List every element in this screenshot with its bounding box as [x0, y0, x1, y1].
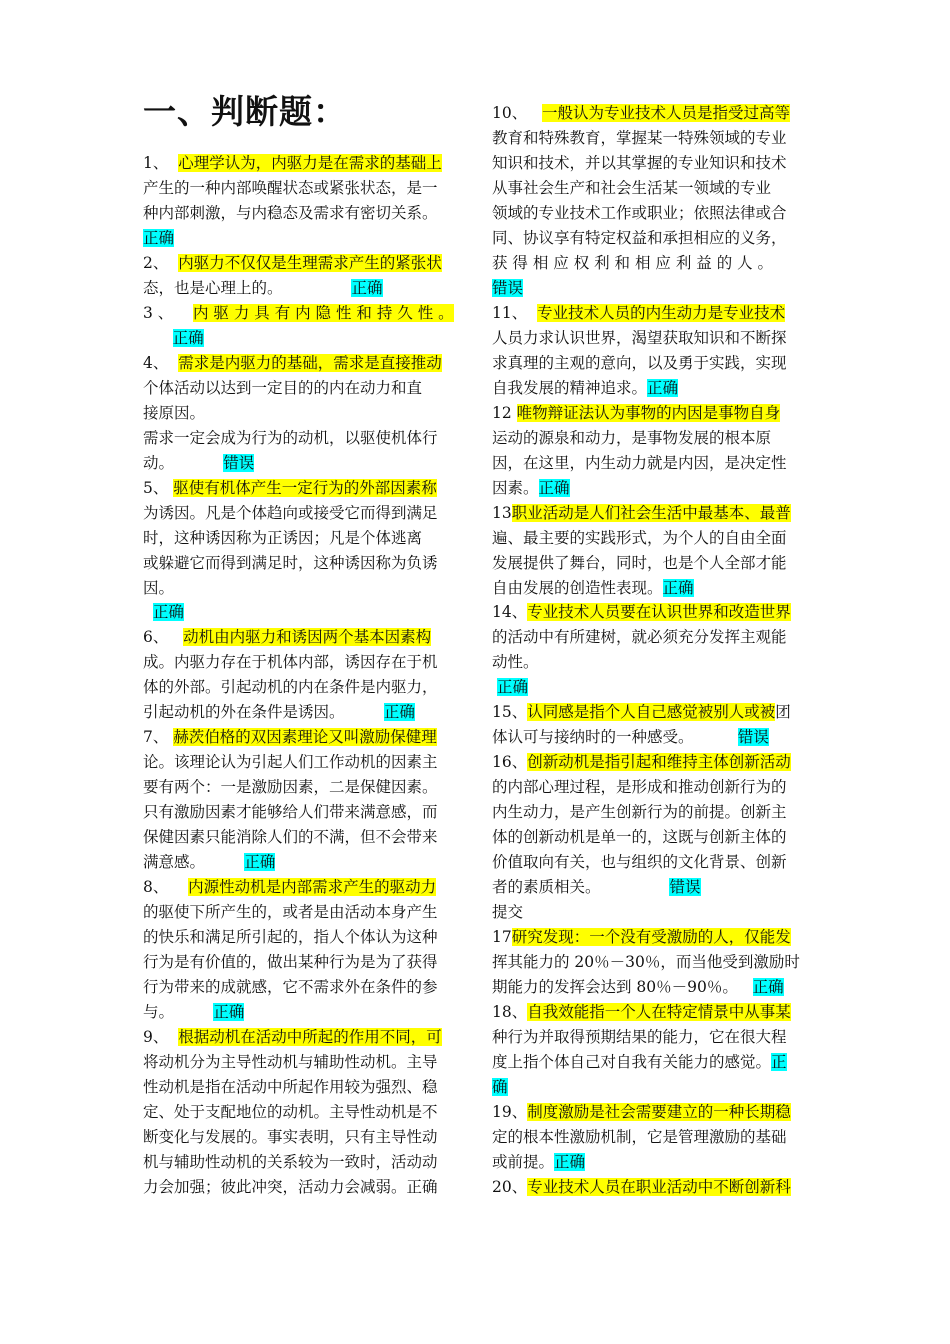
highlighted-statement: 研究发现：一个没有受激励的人，仅能发: [511, 928, 791, 946]
left-column-line: [143, 226, 463, 251]
left-column-line: [143, 625, 463, 650]
body-text: 团: [775, 703, 791, 721]
body-text: 因，在这里，内生动力就是内因，是决定性: [492, 454, 787, 472]
body-text: 2、: [143, 254, 179, 272]
body-text: 为诱因。凡是个体趋向或接受它而得到满足: [143, 504, 438, 522]
body-text: 价值取向有关，也与组织的文化背景、创新: [492, 853, 787, 871]
right-column-line: [492, 950, 812, 975]
answer-mark: 正确: [538, 479, 570, 497]
left-column-line: [143, 1175, 463, 1200]
left-column-line: [143, 201, 463, 226]
body-text: 获 得 相 应 权 利 和 相 应 利 益 的 人 。: [492, 254, 774, 272]
body-text: 动性。: [492, 653, 539, 671]
body-text: 13: [492, 504, 512, 522]
left-column-line: [143, 326, 463, 351]
left-column-line: [143, 476, 463, 501]
body-text: 保健因素只能消除人们的不满，但不会带来: [143, 828, 438, 846]
answer-mark: 正确: [554, 1153, 586, 1171]
body-text: 产生的一种内部唤醒状态或紧张状态，是一: [143, 179, 438, 197]
answer-mark: 错误: [669, 878, 701, 896]
answer-mark: 正确: [647, 379, 679, 397]
body-text: 的活动中有所建树，就必须充分发挥主观能: [492, 628, 787, 646]
right-column-line: [492, 800, 812, 825]
body-text: 7、: [143, 728, 174, 746]
body-text: 11、: [492, 304, 538, 322]
body-text: 求真理的主观的意向，以及勇于实践，实现: [492, 354, 787, 372]
body-text: 同、协议享有特定权益和承担相应的义务，: [492, 229, 787, 247]
highlighted-statement: 自我效能指一个人在特定情景中从事某: [527, 1003, 791, 1021]
body-text: 3 、: [143, 304, 193, 322]
body-text: 17: [492, 928, 512, 946]
right-column-line: [492, 775, 812, 800]
right-column-line: [492, 376, 812, 401]
highlighted-statement: 专业技术人员要在认识世界和改造世界: [527, 603, 791, 621]
highlighted-statement: 内 驱 力 具 有 内 隐 性 和 持 久 性 。: [193, 304, 454, 322]
left-column-line: [143, 1075, 463, 1100]
body-text: 19、: [492, 1103, 528, 1121]
left-column-line: [143, 276, 463, 301]
body-text: 知识和技术，并以其掌握的专业知识和技术: [492, 154, 787, 172]
right-column-line: [492, 825, 812, 850]
highlighted-statement: 唯物辩证法认为事物的内因是事物自身: [516, 404, 781, 422]
right-column-line: [492, 925, 812, 950]
body-text: 10、: [492, 104, 543, 122]
highlighted-statement: 心理学认为，内驱力是在需求的基础上: [178, 154, 442, 172]
answer-mark: 正确: [152, 603, 184, 621]
left-column-line: [143, 750, 463, 775]
body-text: 8、: [143, 878, 189, 896]
body-text: 自我发展的精神追求。: [492, 379, 648, 397]
right-column-line: [492, 401, 812, 426]
left-column-line: [143, 900, 463, 925]
right-column-line: [492, 600, 812, 625]
right-column-line: [492, 151, 812, 176]
body-text: [143, 603, 153, 621]
highlighted-statement: 需求是内驱力的基础，需求是直接推动: [178, 354, 442, 372]
answer-mark: 确: [492, 1078, 508, 1096]
body-text: 行为带来的成就感，它不需求外在条件的参: [143, 978, 438, 996]
right-column-line: [492, 451, 812, 476]
left-column-line: [143, 176, 463, 201]
body-text: 将动机分为主导性动机与辅助性动机。主导: [143, 1053, 438, 1071]
body-text: 6、: [143, 628, 184, 646]
answer-mark: 正确: [244, 853, 276, 871]
right-column-line: [492, 975, 812, 1000]
answer-mark: 正确: [172, 329, 204, 347]
body-text: 20、: [492, 1178, 528, 1196]
left-column-line: [143, 401, 463, 426]
left-column-line: [143, 600, 463, 625]
body-text: 个体活动以达到一定目的的内在动力和直: [143, 379, 423, 397]
answer-mark: 正确: [143, 229, 175, 247]
left-column-line: [143, 301, 463, 326]
body-text: 满意感。: [143, 853, 245, 871]
right-column-line: [492, 276, 812, 301]
answer-mark: 正: [771, 1053, 787, 1071]
body-text: 引起动机的外在条件是诱因。: [143, 703, 384, 721]
right-column-line: [492, 301, 812, 326]
body-text: 的内部心理过程，是形成和推动创新行为的: [492, 778, 787, 796]
left-column-line: [143, 251, 463, 276]
right-column-line: [492, 650, 812, 675]
body-text: 力会加强；彼此冲突，活动力会减弱。正确: [143, 1178, 438, 1196]
right-column-line: [492, 251, 812, 276]
body-text: 或躲避它而得到满足时，这种诱因称为负诱: [143, 554, 438, 572]
right-column-line: [492, 201, 812, 226]
highlighted-statement: 一般认为专业技术人员是指受过高等: [542, 104, 791, 122]
left-column-line: [143, 551, 463, 576]
right-column-line: [492, 1175, 812, 1200]
answer-mark: 错误: [223, 454, 255, 472]
answer-mark: 错误: [492, 279, 524, 297]
right-column-line: [492, 1125, 812, 1150]
body-text: 体认可与接纳时的一种感受。: [492, 728, 738, 746]
body-text: 时，这种诱因称为正诱因；凡是个体逃离: [143, 529, 423, 547]
right-column-line: [492, 875, 812, 900]
body-text: 体的创新动机是单一的，这既与创新主体的: [492, 828, 787, 846]
highlighted-statement: 认同感是指个人自己感觉被别人或被: [527, 703, 776, 721]
body-text: 动。: [143, 454, 224, 472]
left-column-line: [143, 1050, 463, 1075]
left-column-line: [143, 975, 463, 1000]
left-column-line: [143, 825, 463, 850]
right-column-line: [492, 675, 812, 700]
left-column-line: [143, 1000, 463, 1025]
body-text: 15、: [492, 703, 528, 721]
right-column-line: [492, 1150, 812, 1175]
body-text: 16、: [492, 753, 528, 771]
right-column-line: [492, 551, 812, 576]
body-text: 接原因。: [143, 404, 206, 422]
highlighted-statement: 赫茨伯格的双因素理论又叫激励保健理: [173, 728, 437, 746]
left-column-line: [143, 950, 463, 975]
highlighted-statement: 动机由内驱力和诱因两个基本因素构: [183, 628, 432, 646]
left-column-line: [143, 800, 463, 825]
answer-mark: 正确: [351, 279, 383, 297]
right-column-line: [492, 101, 812, 126]
body-text: 发展提供了舞台，同时，也是个人全部才能: [492, 554, 787, 572]
left-column-line: [143, 376, 463, 401]
left-column-line: [143, 451, 463, 476]
body-text: 行为是有价值的，做出某种行为是为了获得: [143, 953, 438, 971]
left-column-line: [143, 1025, 463, 1050]
right-column-line: [492, 625, 812, 650]
left-column-line: [143, 650, 463, 675]
body-text: 14、: [492, 603, 528, 621]
highlighted-statement: 专业技术人员在职业活动中不断创新科: [527, 1178, 791, 1196]
left-column-line: [143, 700, 463, 725]
body-text: 种行为并取得预期结果的能力，它在很大程: [492, 1028, 787, 1046]
right-column-line: [492, 176, 812, 201]
body-text: 期能力的发挥会达到 80％－90％。: [492, 978, 753, 996]
body-text: 5、: [143, 479, 174, 497]
answer-mark: 正确: [496, 678, 528, 696]
body-text: 体的外部。引起动机的内在条件是内驱力，: [143, 678, 438, 696]
body-text: 需求一定会成为行为的动机，以驱使机体行: [143, 429, 438, 447]
body-text: 与。: [143, 1003, 214, 1021]
highlighted-statement: 制度激励是社会需要建立的一种长期稳: [527, 1103, 791, 1121]
body-text: 定的根本性激励机制，它是管理激励的基础: [492, 1128, 787, 1146]
left-column-line: [143, 351, 463, 376]
body-text: 提交: [492, 903, 524, 921]
body-text: 因素。: [492, 479, 539, 497]
body-text: 的驱使下所产生的，或者是由活动本身产生: [143, 903, 438, 921]
body-text: [143, 329, 173, 347]
page-title: 一、判断题：: [143, 92, 347, 131]
right-column-line: [492, 226, 812, 251]
body-text: 断变化与发展的。事实表明，只有主导性动: [143, 1128, 438, 1146]
right-column-line: [492, 725, 812, 750]
left-column-line: [143, 725, 463, 750]
body-text: 只有激励因素才能够给人们带来满意感，而: [143, 803, 438, 821]
body-text: 4、: [143, 354, 179, 372]
body-text: 内生动力，是产生创新行为的前提。创新主: [492, 803, 787, 821]
body-text: 遍、最主要的实践形式，为个人的自由全面: [492, 529, 787, 547]
left-column-line: [143, 426, 463, 451]
right-column-line: [492, 1025, 812, 1050]
body-text: 运动的源泉和动力，是事物发展的根本原: [492, 429, 772, 447]
left-column-line: [143, 1125, 463, 1150]
body-text: 从事社会生产和社会生活某一领域的专业: [492, 179, 772, 197]
right-column-line: [492, 1000, 812, 1025]
left-column-line: [143, 850, 463, 875]
left-column-line: [143, 526, 463, 551]
left-column-line: [143, 1150, 463, 1175]
left-column-line: [143, 875, 463, 900]
right-column-line: [492, 126, 812, 151]
left-column-line: [143, 501, 463, 526]
body-text: 度上指个体自己对自我有关能力的感觉。: [492, 1053, 772, 1071]
left-column-line: [143, 1100, 463, 1125]
body-text: 9、: [143, 1028, 179, 1046]
right-column-line: [492, 326, 812, 351]
right-column-line: [492, 526, 812, 551]
left-column-line: [143, 775, 463, 800]
body-text: 的快乐和满足所引起的，指人个体认为这种: [143, 928, 438, 946]
body-text: 因。: [143, 579, 175, 597]
body-text: 定、处于支配地位的动机。主导性动机是不: [143, 1103, 438, 1121]
right-column-line: [492, 750, 812, 775]
right-column-line: [492, 1050, 812, 1075]
right-column-line: [492, 1100, 812, 1125]
body-text: 12: [492, 404, 517, 422]
right-column-line: [492, 351, 812, 376]
right-column-line: [492, 700, 812, 725]
right-column-line: [492, 426, 812, 451]
highlighted-statement: 内驱力不仅仅是生理需求产生的紧张状: [178, 254, 442, 272]
body-text: 教育和特殊教育，掌握某一特殊领域的专业: [492, 129, 787, 147]
highlighted-statement: 驱使有机体产生一定行为的外部因素称: [173, 479, 437, 497]
answer-mark: 错误: [737, 728, 769, 746]
body-text: 人员力求认识世界，渴望获取知识和不断探: [492, 329, 787, 347]
body-text: 要有两个：一是激励因素，二是保健因素。: [143, 778, 438, 796]
body-text: 18、: [492, 1003, 528, 1021]
right-column-line: [492, 501, 812, 526]
highlighted-statement: 创新动机是指引起和维持主体创新活动: [527, 753, 791, 771]
body-text: 者的素质相关。: [492, 878, 670, 896]
body-text: 性动机是指在活动中所起作用较为强烈、稳: [143, 1078, 438, 1096]
right-column-line: [492, 576, 812, 601]
right-column-line: [492, 1075, 812, 1100]
left-column-line: [143, 675, 463, 700]
body-text: 论。该理论认为引起人们工作动机的因素主: [143, 753, 438, 771]
right-column-line: [492, 850, 812, 875]
body-text: 成。内驱力存在于机体内部，诱因存在于机: [143, 653, 438, 671]
body-text: 挥其能力的 20％－30％，而当他受到激励时: [492, 953, 800, 971]
right-column-line: [492, 900, 812, 925]
body-text: 种内部刺激，与内稳态及需求有密切关系。: [143, 204, 438, 222]
left-column-line: [143, 151, 463, 176]
right-column-line: [492, 476, 812, 501]
highlighted-statement: 职业活动是人们社会生活中最基本、最普: [511, 504, 791, 522]
left-column-line: [143, 576, 463, 601]
highlighted-statement: 专业技术人员的内生动力是专业技术: [537, 304, 786, 322]
body-text: 1、: [143, 154, 179, 172]
answer-mark: 正确: [383, 703, 415, 721]
answer-mark: 正确: [752, 978, 784, 996]
answer-mark: 正确: [662, 579, 694, 597]
body-text: 态，也是心理上的。: [143, 279, 352, 297]
body-text: 机与辅助性动机的关系较为一致时，活动动: [143, 1153, 438, 1171]
body-text: 自由发展的创造性表现。: [492, 579, 663, 597]
left-column-line: [143, 925, 463, 950]
highlighted-statement: 内源性动机是内部需求产生的驱动力: [188, 878, 437, 896]
body-text: 或前提。: [492, 1153, 555, 1171]
highlighted-statement: 根据动机在活动中所起的作用不同，可: [178, 1028, 442, 1046]
body-text: 领域的专业技术工作或职业；依照法律或合: [492, 204, 787, 222]
answer-mark: 正确: [213, 1003, 245, 1021]
